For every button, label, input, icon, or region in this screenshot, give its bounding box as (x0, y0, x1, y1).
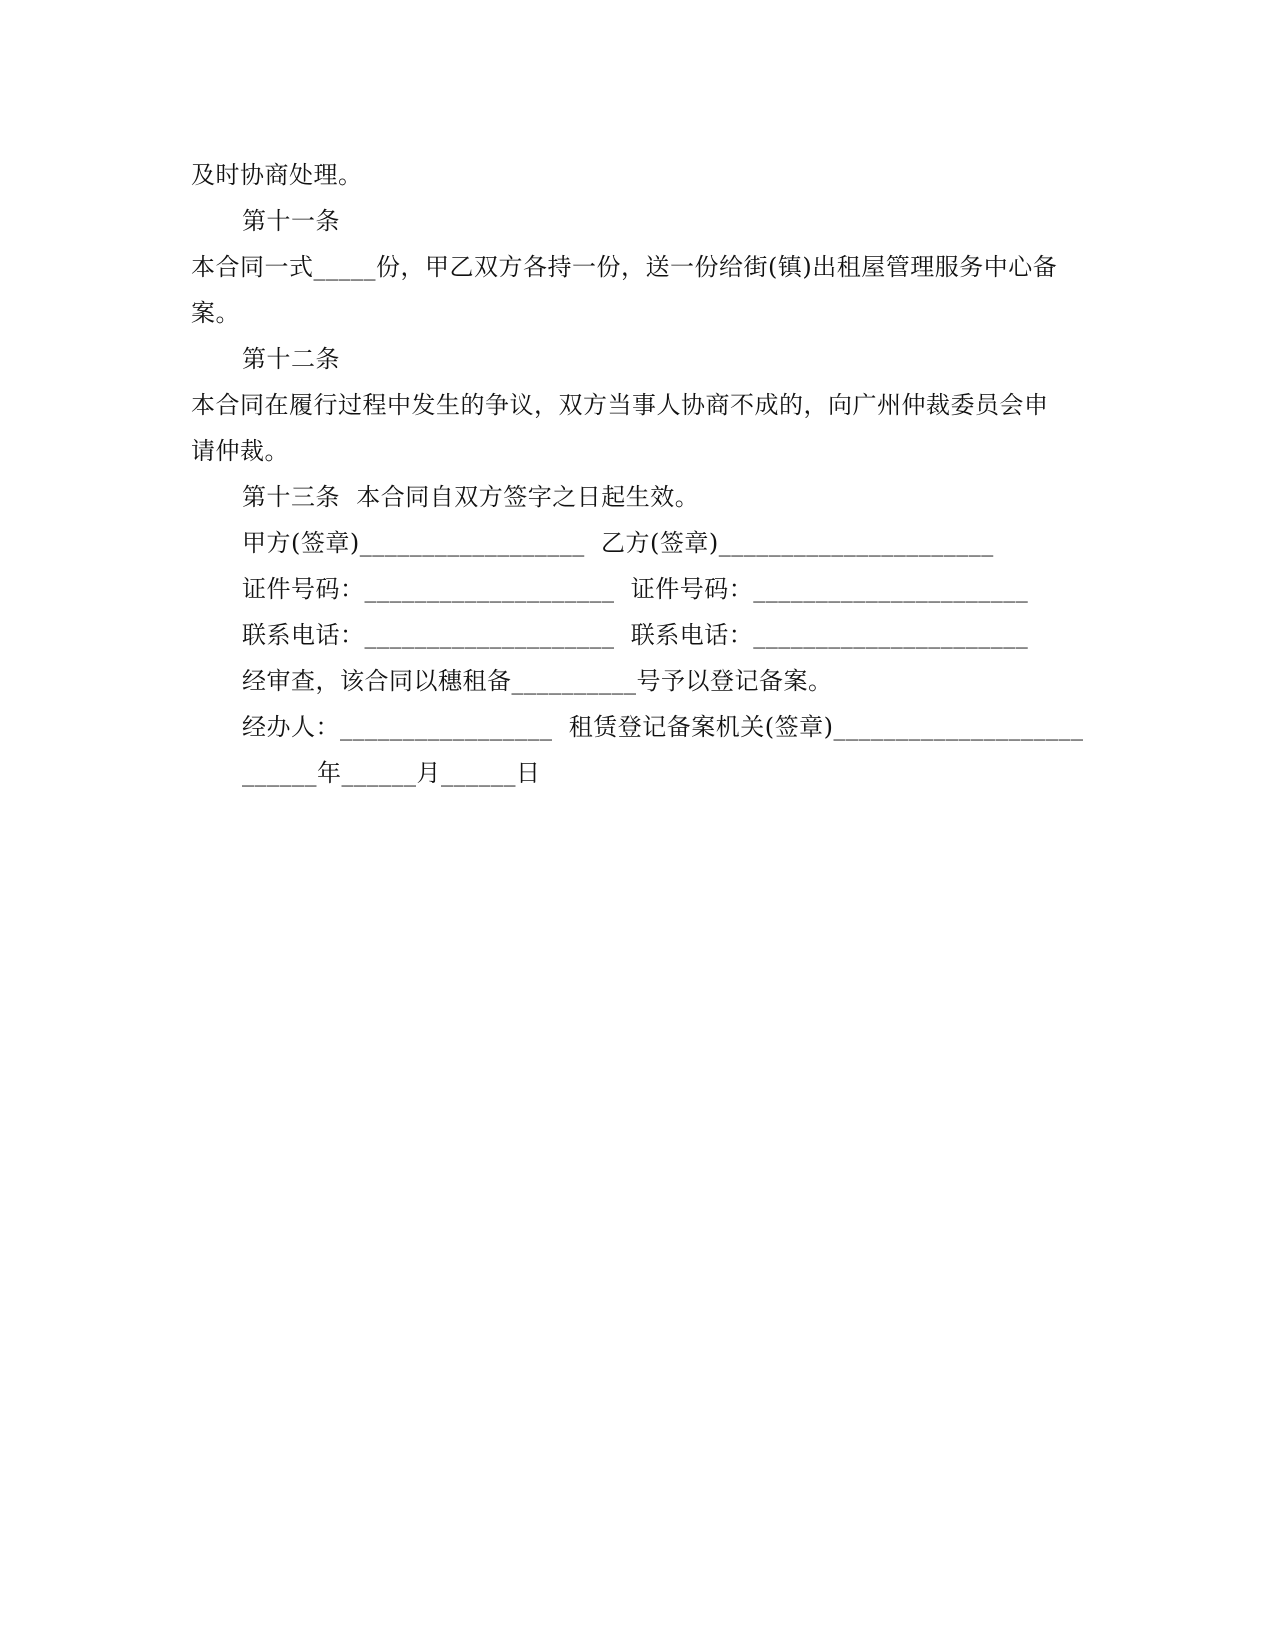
signature-line: 甲方(签章)__________________ 乙方(签章)______________________ (242, 529, 994, 557)
registration-review-line: 经审查，该合同以穗租备__________号予以登记备案。 (242, 667, 833, 695)
id-number-line: 证件号码：____________________ 证件号码：______________________ (242, 575, 1029, 603)
article-11-text-2: 案。 (191, 299, 240, 327)
handler-authority-line: 经办人：_________________ 租赁登记备案机关(签章)____________________ (242, 713, 1084, 741)
article-12-heading: 第十二条 (242, 345, 340, 373)
article-12-text-1: 本合同在履行过程中发生的争议，双方当事人协商不成的，向广州仲裁委员会申 (191, 391, 1049, 419)
date-line: ______年______月______日 (242, 759, 541, 787)
article-11-text-1: 本合同一式_____份，甲乙双方各持一份，送一份给街(镇)出租屋管理服务中心备 (191, 253, 1058, 281)
article-12-text-2: 请仲裁。 (191, 437, 289, 465)
article-11-heading: 第十一条 (242, 207, 340, 235)
text-line-continuation: 及时协商处理。 (191, 161, 363, 189)
phone-line: 联系电话：____________________ 联系电话：______________________ (242, 621, 1029, 649)
article-13-text: 第十三条 本合同自双方签字之日起生效。 (242, 483, 700, 511)
